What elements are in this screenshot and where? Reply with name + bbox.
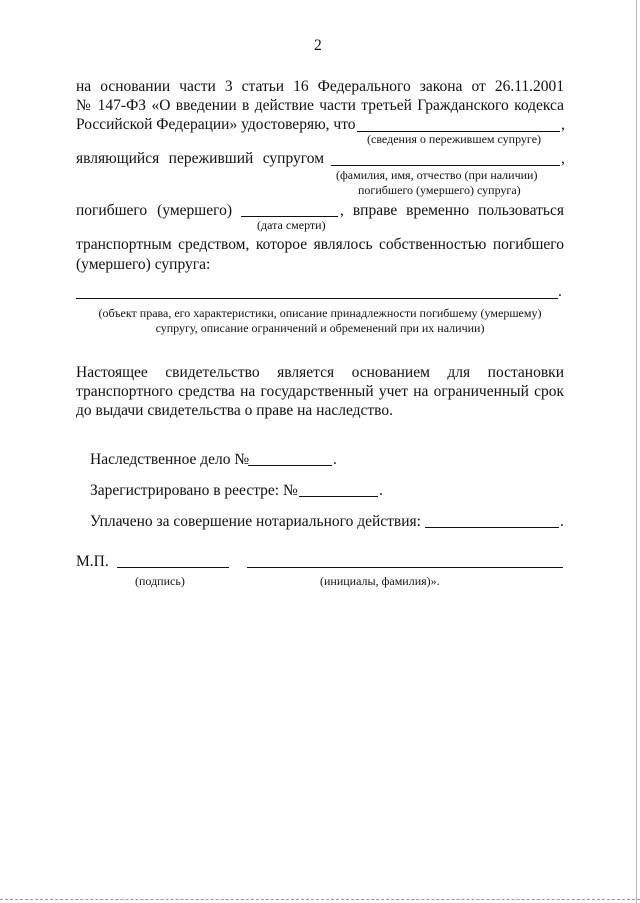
death-date-note: (дата смерти) <box>257 218 326 232</box>
vehicle-end: . <box>558 283 562 300</box>
seal-place-label: М.П. <box>76 553 109 570</box>
page-edge-right <box>636 0 637 903</box>
paragraph1-line2: № 147-ФЗ «О введении в действие части третьей Гражданского кодекса <box>76 97 564 114</box>
paragraph2-line2: транспортного средства на государственный учет на ограниченный срок <box>76 383 564 400</box>
initials-note: (инициалы, фамилия)». <box>320 574 440 588</box>
registry-line[interactable] <box>299 496 378 497</box>
registry-label: Зарегистрировано в реестре: № <box>90 482 298 499</box>
vehicle-line1: транспортным средством, которое являлось собственностью погибшего <box>76 236 564 253</box>
deceased-spouse-name-note-1: (фамилия, имя, отчество (при наличии) <box>336 168 538 182</box>
paragraph1-line3: Российской Федерации» удостоверяю, что <box>76 116 356 133</box>
surviving-spouse-info-note: (сведения о пережившем супруге) <box>367 132 542 146</box>
deceased-spouse-name-line[interactable] <box>331 165 560 166</box>
death-label: погибшего (умершего) <box>76 202 232 219</box>
inheritance-case-label: Наследственное дело № <box>90 451 250 468</box>
spouse-comma: , <box>561 150 565 167</box>
vehicle-line2: (умершего) супруга: <box>76 256 211 273</box>
initials-line[interactable] <box>247 567 563 568</box>
paragraph2-line1: Настоящее свидетельство является основанием для постановки <box>76 364 564 381</box>
signature-line[interactable] <box>117 567 229 568</box>
registry-end: . <box>379 482 383 499</box>
paid-end: . <box>560 513 564 530</box>
vehicle-note-2: супругу, описание ограничений и обременений при их наличии) <box>155 321 485 335</box>
paid-line[interactable] <box>425 527 559 528</box>
inheritance-case-end: . <box>333 451 337 468</box>
vehicle-object-line[interactable] <box>76 298 558 299</box>
death-after: , вправе временно пользоваться <box>340 202 564 219</box>
spouse-label: являющийся переживший супругом <box>76 150 324 167</box>
paragraph1-line1: на основании части 3 статьи 16 Федерального закона от 26.11.2001 <box>76 78 564 95</box>
deceased-spouse-name-note-2: погибшего (умершего) супруга) <box>358 183 521 197</box>
signature-note: (подпись) <box>135 574 185 588</box>
inheritance-case-line[interactable] <box>248 465 332 466</box>
death-date-line[interactable] <box>241 216 338 217</box>
page-number: 2 <box>314 37 322 54</box>
page-edge-bottom <box>0 899 640 900</box>
paragraph2-line3: до выдачи свидетельства о праве на наследство. <box>76 402 394 419</box>
paragraph1-line3-comma: , <box>561 116 565 133</box>
paid-label: Уплачено за совершение нотариального действия: <box>90 513 421 530</box>
vehicle-note-1: (объект права, его характеристики, описание принадлежности погибшему (умершему) <box>98 306 542 320</box>
